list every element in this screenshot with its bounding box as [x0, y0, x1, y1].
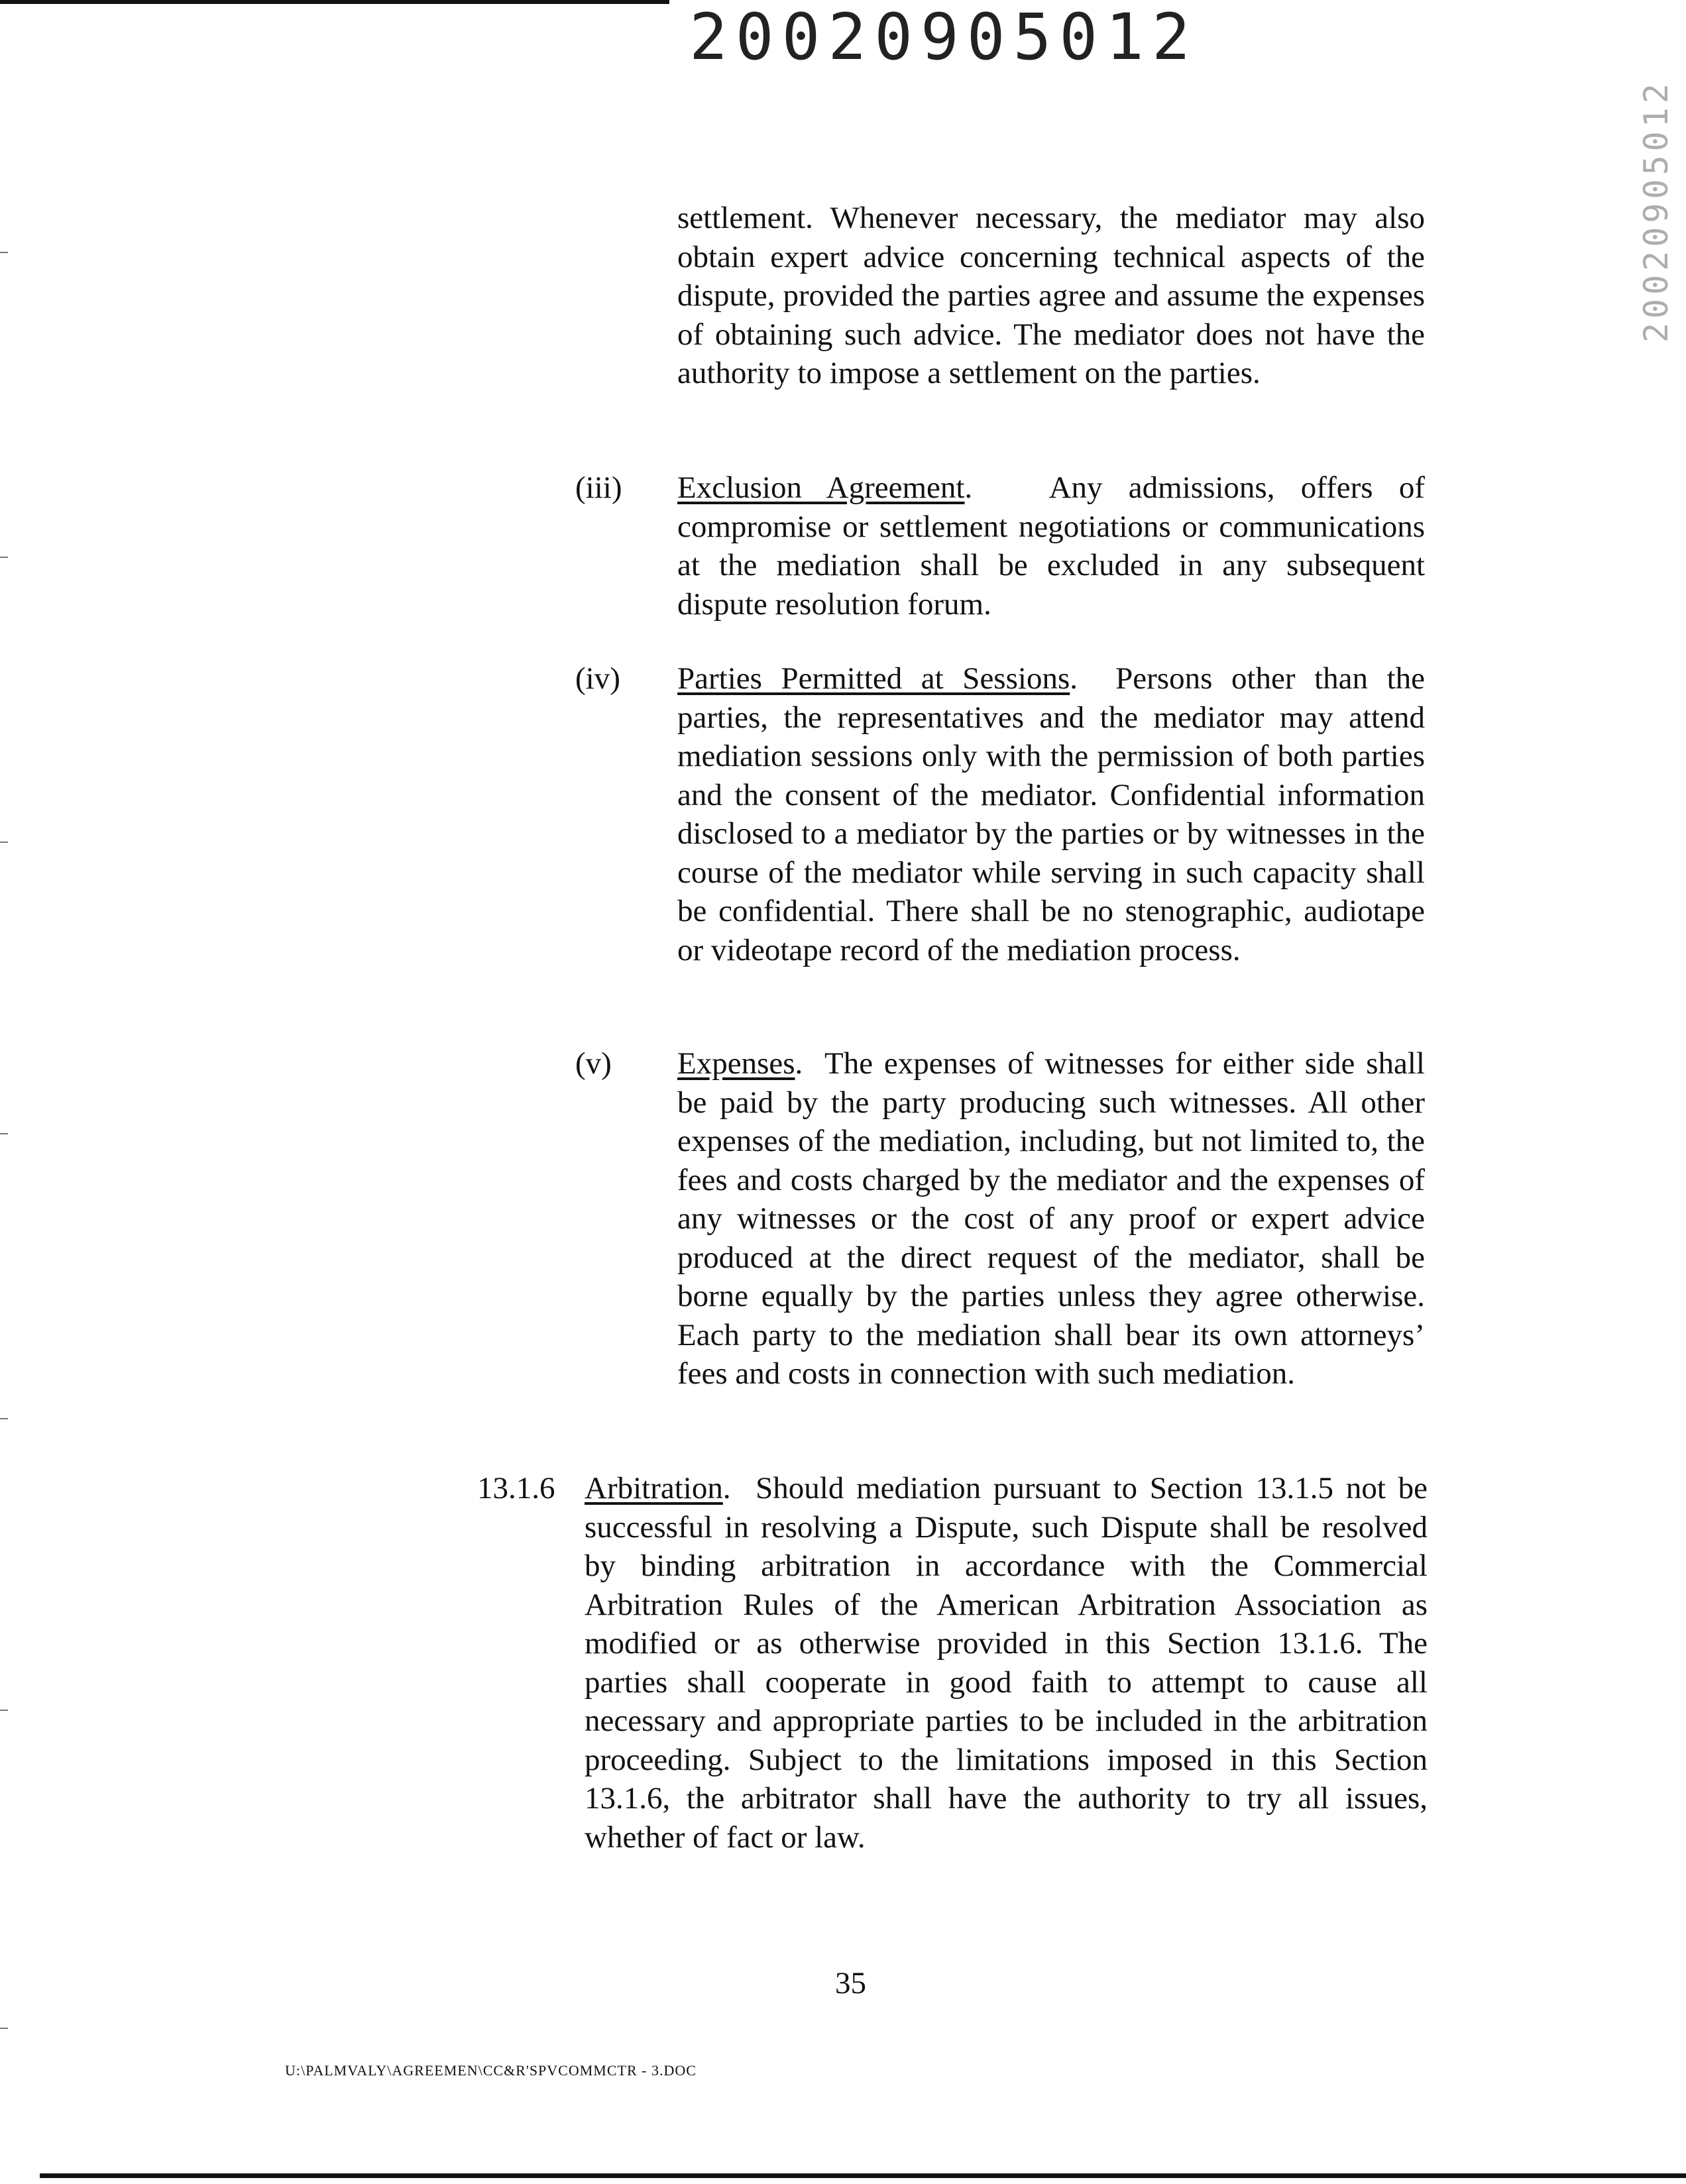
scan-tick	[0, 1710, 8, 1711]
page-number: 35	[835, 1966, 866, 2000]
top-rule	[0, 0, 669, 4]
item-heading: Exclusion Agreement	[677, 470, 965, 505]
continuation-paragraph: settlement. Whenever necessary, the mediator may also obtain expert advice concerning technical aspects of the dispute, provided the parties agree and assume the expenses of obtaining such advice. The mediator does not have the authority to impose a settlement on the parties.	[677, 201, 1425, 390]
scan-tick	[0, 1418, 8, 1419]
bottom-rule	[40, 2173, 1686, 2178]
scan-tick	[0, 557, 8, 558]
item-marker: (iii)	[575, 470, 622, 505]
section-paragraph: Arbitration. Should mediation pursuant to Section 13.1.5 not be successful in resolving a Dispute, such Dispute shall be resolved by binding arbitration in accordance with the Commercial Arbitration Rules of the American Arbitration Association as modified or as otherwise provided in this Section 13.1.6. The parties shall cooperate in good faith to attempt to cause all necessary and appropriate parties to be included in the arbitration proceeding. Subject to the limitations imposed in this Section 13.1.6, the arbitrator shall have the authority to try all issues, whether of fact or law.	[585, 1471, 1428, 1855]
item-text: The expenses of witnesses for either side shall be paid by the party producing such witnesses. All other expenses of the mediation, including, but not limited to, the fees and costs charged by the mediator and the expenses of any witnesses or the cost of any proof or expert advice produced at the direct request of the mediator, shall be borne equally by the parties unless they agree otherwise. Each party to the mediation shall bear its own attorneys’ fees and costs in connection with such mediation.	[677, 1046, 1425, 1391]
item-text: Any admissions, offers of compromise or settlement negotiations or communications at the mediation shall be excluded in any subsequent dispute resolution forum.	[677, 470, 1425, 622]
item-paragraph: Exclusion Agreement. Any admissions, offers of compromise or settlement negotiations or communications at the mediation shall be excluded in any subsequent dispute resolution forum.	[677, 470, 1425, 622]
section-text: Should mediation pursuant to Section 13.1.5 not be successful in resolving a Dispute, such Dispute shall be resolved by binding arbitration in accordance with the Commercial Arbitration Rules of the American Arbitration Association as modified or as otherwise provided in this Section 13.1.6. The parties shall cooperate in good faith to attempt to cause all necessary and appropriate parties to be included in the arbitration proceeding. Subject to the limitations imposed in this Section 13.1.6, the arbitrator shall have the authority to try all issues, whether of fact or law.	[585, 1471, 1428, 1855]
item-heading: Parties Permitted at Sessions	[677, 661, 1070, 696]
item-heading: Expenses	[677, 1046, 795, 1081]
item-text: Persons other than the parties, the representatives and the mediator may attend mediation sessions only with the permission of both parties and the consent of the mediator. Confidential information disclosed to a mediator by the parties or by witnesses in the course of the mediator while serving in such capacity shall be confidential. There shall be no stenographic, audiotape or videotape record of the mediation process.	[677, 661, 1426, 967]
document-number: 20020905012	[689, 0, 1198, 74]
scan-tick	[0, 2028, 8, 2029]
item-marker: (iv)	[575, 661, 620, 696]
scan-tick	[0, 1133, 8, 1134]
section-number: 13.1.6	[477, 1471, 555, 1505]
scan-tick	[0, 252, 8, 253]
scan-tick	[0, 842, 8, 843]
item-paragraph: Expenses. The expenses of witnesses for either side shall be paid by the party producing such witnesses. All other expenses of the mediation, including, but not limited to, the fees and costs charged by the mediator and the expenses of any witnesses or the cost of any proof or expert advice produced at the direct request of the mediator, shall be borne equally by the parties unless they agree otherwise. Each party to the mediation shall bear its own attorneys’ fees and costs in connection with such mediation.	[677, 1046, 1425, 1391]
file-path: U:\PALMVALY\AGREEMEN\CC&R'SPVCOMMCTR - 3.DOC	[285, 2062, 697, 2079]
item-paragraph: Parties Permitted at Sessions. Persons other than the parties, the representatives and the mediator may attend mediation sessions only with the permission of both parties and the consent of the mediator. Confidential information disclosed to a mediator by the parties or by witnesses in the course of the mediator while serving in such capacity shall be confidential. There shall be no stenographic, audiotape or videotape record of the mediation process.	[677, 661, 1426, 967]
item-marker: (v)	[575, 1046, 612, 1081]
section-heading: Arbitration	[585, 1471, 723, 1505]
side-stamp: 20020905012	[1637, 80, 1675, 343]
